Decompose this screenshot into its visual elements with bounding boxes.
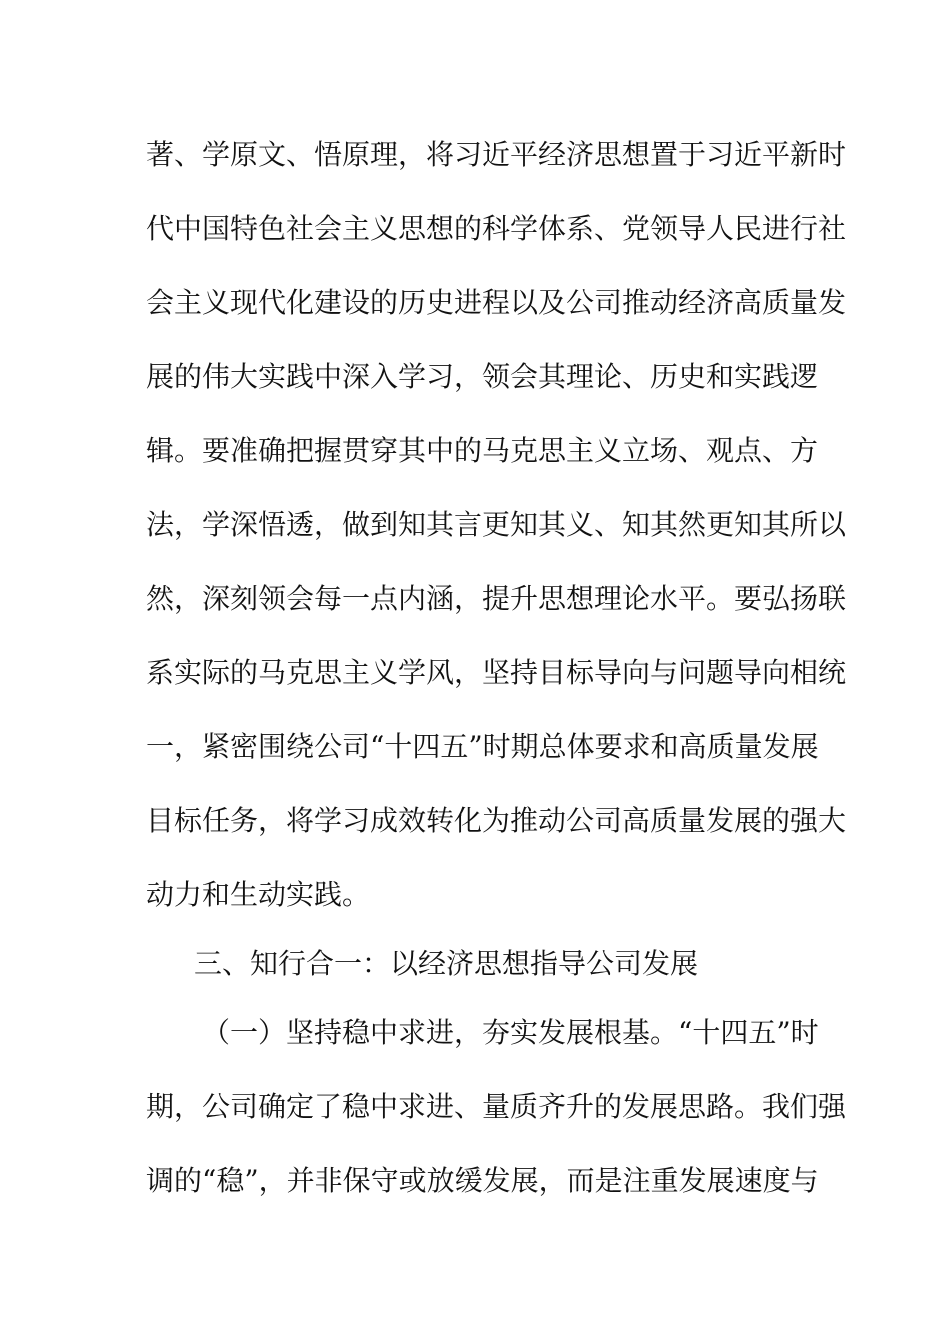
paragraph-line-6: 法，学深悟透，做到知其言更知其义、知其然更知其所以 <box>146 508 847 541</box>
paragraph-line-5: 辑。要准确把握贯穿其中的马克思主义立场、观点、方 <box>146 434 819 467</box>
paragraph-line-4: 展的伟大实践中深入学习，领会其理论、历史和实践逻 <box>146 360 819 393</box>
paragraph-line-10: 目标任务，将学习成效转化为推动公司高质量发展的强大 <box>146 804 847 837</box>
subsection-line-1: （一）坚持稳中求进，夯实发展根基。“十四五”时 <box>202 1016 819 1049</box>
paragraph-line-2: 代中国特色社会主义思想的科学体系、党领导人民进行社 <box>146 212 847 245</box>
section-heading: 三、知行合一：以经济思想指导公司发展 <box>194 947 699 980</box>
paragraph-line-7: 然，深刻领会每一点内涵，提升思想理论水平。要弘扬联 <box>146 582 847 615</box>
paragraph-line-8: 系实际的马克思主义学风，坚持目标导向与问题导向相统 <box>146 656 847 689</box>
paragraph-line-1: 著、学原文、悟原理，将习近平经济思想置于习近平新时 <box>146 138 847 171</box>
subsection-line-2: 期，公司确定了稳中求进、量质齐升的发展思路。我们强 <box>146 1090 847 1123</box>
paragraph-line-3: 会主义现代化建设的历史进程以及公司推动经济高质量发 <box>146 286 847 319</box>
paragraph-line-9: 一，紧密围绕公司“十四五”时期总体要求和高质量发展 <box>146 730 819 763</box>
subsection-line-3: 调的“稳”，并非保守或放缓发展，而是注重发展速度与 <box>146 1164 819 1197</box>
paragraph-line-11: 动力和生动实践。 <box>146 878 371 911</box>
